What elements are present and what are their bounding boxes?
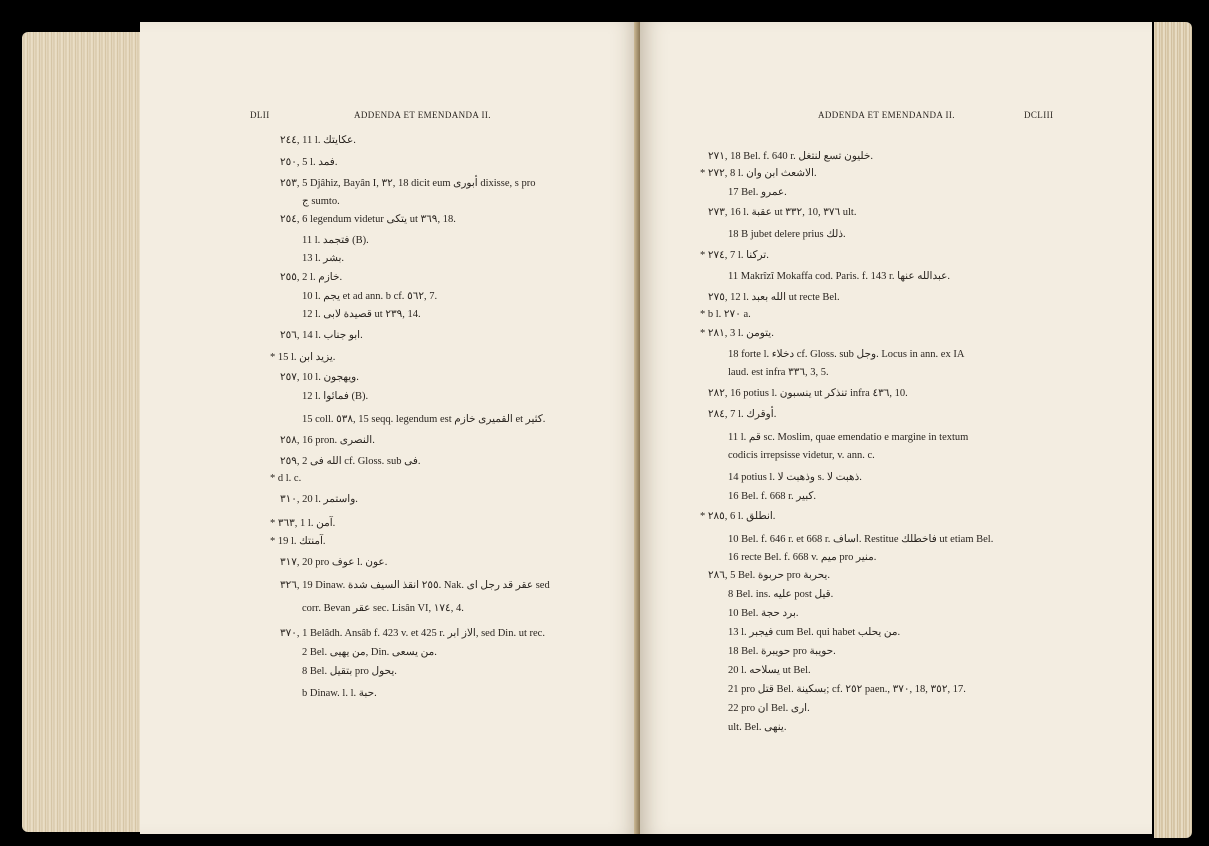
errata-line: 13 l. ﺑﺸﺮ. xyxy=(302,253,345,264)
errata-line: 10 Bel. ﺑﺮﺩ ﺣﺠﺔ. xyxy=(728,608,799,619)
errata-line: * ٢٨١, 3 l. ﻳﺘﻮﻣﻦ. xyxy=(700,328,774,339)
errata-line: 18 B jubet delere prius ﺫﻟﻚ. xyxy=(728,229,846,240)
errata-line: * 15 l. ﻳﺰﻳﺪ ﺍﺑﻦ. xyxy=(270,352,336,363)
errata-line: ٣٢٦, 19 Dinaw. ٢٥٥ ﺍﻧﻘﺬ ﺍﻟﺴﻴﻒ ﺷﺪﺓ. Nak. ﻋﻘﺮ ﻗﺪ ﺭﺟﻞ ﺍﻯ sed xyxy=(280,580,550,591)
errata-line: ٢٥٦, 14 l. ﺍﺑﻮ ﺟﻨﺎﺏ. xyxy=(280,330,363,341)
errata-line: ٣١٠, 20 l. ﻭﺍﺳﺘﻤﺮ. xyxy=(280,494,358,505)
errata-line: ٢٥٥, 2 l. ﺧﺎﺯﻡ. xyxy=(280,272,343,283)
errata-line: ٢٥٧, 10 l. ﻭﻳﻬﺠﻮﻥ. xyxy=(280,372,359,383)
page-edges-right xyxy=(1154,22,1192,838)
errata-line: 13 l. ﻓﻴﺠﺒﺮ cum Bel. qui habet ﻣﻦ ﻳﺤﻠﺐ. xyxy=(728,627,901,638)
errata-line: ٢٧٥, 12 l. ﺍﻟﻠﻪ ﺑﻌﺒﺪ ut recte Bel. xyxy=(708,292,840,303)
errata-line: 22 pro ﺍﻥ Bel. ﺍﺭﻯ. xyxy=(728,703,810,714)
right-page xyxy=(640,22,1152,834)
errata-line: 11 l. ﻓﺘﺠﻤﺪ (B). xyxy=(302,235,369,246)
errata-line: 8 Bel. ﺑﺘﻘﻴﻞ pro ﻳﺤﻮﻝ. xyxy=(302,666,397,677)
left-running-head: ADDENDA ET EMENDANDA II. xyxy=(354,110,491,120)
right-running-head: ADDENDA ET EMENDANDA II. xyxy=(818,110,955,120)
errata-line: 16 recte Bel. f. 668 v. ﻣﻴﻢ pro ﻣﻨﻴﺮ. xyxy=(728,552,877,563)
errata-line: * ٢٧٤, 7 l. ﺗﺮﻛﻨﺎ. xyxy=(700,250,769,261)
errata-line: ٢٥٠, 5 l. ﻓﻤﺪ. xyxy=(280,157,338,168)
errata-line: * ٢٨٥, 6 l. ﺍﻧﻄﻠﻖ. xyxy=(700,511,776,522)
errata-line: * ٣٦٣, 1 l. ﺁﻣﻦ. xyxy=(270,518,336,529)
errata-line: 14 potius l. ﻭﺫﻫﺒﺖ ﻻ s. ﺫﻫﺒﺖ ﻻ. xyxy=(728,472,862,483)
errata-line: 15 coll. ٥٣٨, 15 seqq. legendum est ﺍﻟﻘﻤﻴﺮﻯ ﺧﺎﺯﻡ et ﻛﺜﻴﺮ. xyxy=(302,414,546,425)
left-page xyxy=(140,22,638,834)
errata-line: ﺝ sumto. xyxy=(302,196,340,207)
left-page-number: DLII xyxy=(250,110,270,120)
errata-line: laud. est infra ٣٣٦, 3, 5. xyxy=(728,367,829,378)
errata-line: ٢٨٢, 16 potius l. ﻳﻨﺴﺒﻮﻥ ut ﺗﻨﺬﻛﺮ infra ٤٣٦, 10. xyxy=(708,388,908,399)
open-book xyxy=(22,18,1192,838)
errata-line: ٢٥٩, 2 ﺍﻟﻠﻪ ﻓﻰ cf. Gloss. sub ﻓﻰ. xyxy=(280,456,421,467)
errata-line: ٣٧٠, 1 Belâdh. Ansâb f. 423 v. et 425 r. ﺍﻻﺯ ﺍﺑﺮ, sed Din. ut rec. xyxy=(280,628,545,639)
errata-line: ult. Bel. ﻳﻨﻬﻰ. xyxy=(728,722,787,733)
errata-line: ٢٥٣, 5 Djâhiz, Bayân I, ٣٢, 18 dicit eum ﺃﺑﻮﺭﻯ dixisse, s pro xyxy=(280,178,536,189)
errata-line: 10 l. ﻳﺠﻢ et ad ann. b cf. ٥٦٢, 7. xyxy=(302,291,438,302)
errata-line: * d l. c. xyxy=(270,473,302,484)
errata-line: 2 Bel. ﻣﻦ ﻳﻬﻴﻰ, Din. ﻣﻦ ﻳﺴﻌﻰ. xyxy=(302,647,437,658)
errata-line: ٢٨٦, 5 Bel. ﺣﺮﺑﻮﺓ pro ﻳﺤﺮﺑﺔ. xyxy=(708,570,830,581)
errata-line: 11 Makrîzî Mokaffa cod. Paris. f. 143 r. ﻋﺒﺪﺍﻟﻠﻪ ﻋﻨﻬﺎ. xyxy=(728,271,951,282)
errata-line: ٢٨٤, 7 l. ﺃﻭﻗﺮﻙ. xyxy=(708,409,777,420)
errata-line: 16 Bel. f. 668 r. ﻛﺒﻴﺮ. xyxy=(728,491,817,502)
errata-line: * ٢٧٢, 8 l. ﺍﻻﺷﻌﺚ ﺍﺑﻦ ﻭﺍﻥ. xyxy=(700,168,817,179)
errata-line: 8 Bel. ins. ﻋﻠﻴﻪ post ﻗﻴﻞ. xyxy=(728,589,834,600)
errata-line: 10 Bel. f. 646 r. et 668 r. ﺍﺳﺎﻑ. Restitue ﻓﺎﺧﻄﻠﻚ ut etiam Bel. xyxy=(728,534,994,545)
errata-line: codicis irrepsisse videtur, v. ann. c. xyxy=(728,450,875,461)
errata-line: ٢٥٤, 6 legendum videtur ﻳﺘﻜﻰ ut ٣٦٩, 18. xyxy=(280,214,456,225)
errata-line: 11 l. ﻗﻢ sc. Moslim, quae emendatio e margine in textum xyxy=(728,432,969,443)
errata-line: b Dinaw. l. l. ﺣﺒﺔ. xyxy=(302,688,377,699)
errata-line: ٢٥٨, 16 pron. ﺍﻟﻨﺼﺮﻯ. xyxy=(280,435,375,446)
errata-line: 21 pro ﻗﺘﻞ Bel. ﺑﺴﻜﻴﻨﺔ; cf. ٢٥٢ paen., ٣٧٠, 18, ٣٥٢, 17. xyxy=(728,684,966,695)
errata-line: 17 Bel. ﻋﻤﺮﻭ. xyxy=(728,187,787,198)
right-page-number: DCLIII xyxy=(1024,110,1054,120)
errata-line: 12 l. ﻓﻤﺎﺋﻮﺍ (B). xyxy=(302,391,369,402)
errata-line: ٣١٧, 20 pro ﻋﻮﻑ l. ﻋﻮﻥ. xyxy=(280,557,388,568)
errata-line: 18 Bel. ﺣﻮﻳﺒﺮﺓ pro ﺣﻮﻳﺒﺔ. xyxy=(728,646,836,657)
errata-line: * b l. ٢٧٠ a. xyxy=(700,309,751,320)
errata-line: * 19 l. ﺁﻣﻨﺘﻚ. xyxy=(270,536,326,547)
errata-line: ٢٤٤, 11 l. ﻋﻜﺎﻳﺘﻚ. xyxy=(280,135,356,146)
errata-line: 12 l. ﻗﺼﻴﺪﺓ ﻻﺑﻰ ut ٢٣٩, 14. xyxy=(302,309,421,320)
errata-line: ٢٧١, 18 Bel. f. 640 r. ﺧﻠﻴﻮﻥ ﺗﺴﻊ ﻟﻨﺘﻐﻞ. xyxy=(708,151,873,162)
errata-line: 20 l. ﻳﺴﻼﺣﻪ ut Bel. xyxy=(728,665,811,676)
errata-line: 18 forte l. ﺩﺧﻼﺀ cf. Gloss. sub ﻭﺟﻞ. Locus in ann. ex IA xyxy=(728,349,965,360)
errata-line: ٢٧٣, 16 l. ﻋﻘﺒﺔ ut ٣٣٢, 10, ٣٧٦ ult. xyxy=(708,207,857,218)
errata-line: corr. Bevan ﻋﻘﺮ sec. Lisân VI, ١٧٤, 4. xyxy=(302,603,464,614)
